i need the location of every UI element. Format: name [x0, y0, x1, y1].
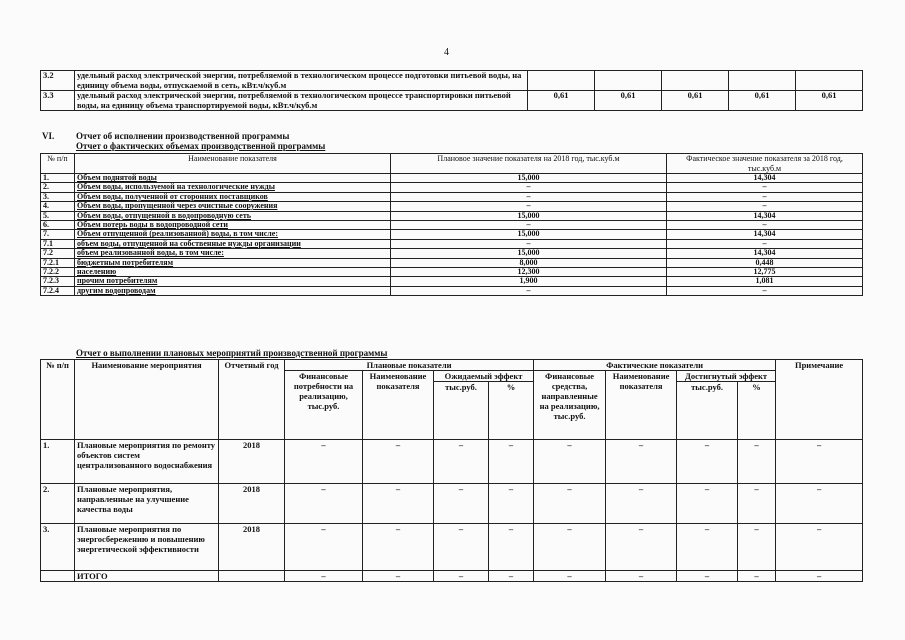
- fact-value: 1,081: [667, 277, 863, 286]
- value-cell: –: [738, 571, 776, 582]
- value-cell: –: [606, 484, 677, 524]
- row-number: 5.: [41, 211, 75, 220]
- value-cell: –: [363, 484, 434, 524]
- value-cell: –: [434, 440, 489, 484]
- volumes-table: [40, 153, 863, 296]
- fact-value: –: [667, 286, 863, 295]
- table-row: [41, 268, 863, 277]
- value-cell: –: [363, 571, 434, 582]
- plan-value: 1,900: [391, 277, 667, 286]
- value-cell: –: [534, 440, 606, 484]
- table-row: [41, 277, 863, 286]
- row-name: Объем потерь воды в водопроводной сети: [75, 221, 391, 230]
- fact-value: 14,304: [667, 174, 863, 183]
- row-number: 3.2: [41, 71, 75, 91]
- plan-value: –: [391, 286, 667, 295]
- row-name: населению: [75, 268, 391, 277]
- table-row: [41, 249, 863, 258]
- header-year: Отчетный год: [219, 360, 285, 440]
- table-row: [41, 174, 863, 183]
- row-number: 2.: [41, 183, 75, 192]
- value-cell: –: [534, 524, 606, 571]
- header-plan-ind: Наименование показателя: [363, 371, 434, 440]
- row-text: удельный расход электрической энергии, потребляемой в технологическом процессе транспортировки питьевой воды, на единицу объема транспортируемой воды, кВт.ч/куб.м: [75, 91, 528, 111]
- fact-value: 14,304: [667, 230, 863, 239]
- row-name: объем реализованной воды, в том числе:: [75, 249, 391, 258]
- row-number: 7.2.1: [41, 258, 75, 267]
- table-row: [41, 286, 863, 295]
- value-cell: –: [776, 484, 863, 524]
- row-number: 7.: [41, 230, 75, 239]
- table-row: [41, 239, 863, 248]
- page-number: 4: [444, 47, 449, 58]
- table-row: [41, 221, 863, 230]
- value-cell: 0,61: [729, 91, 796, 111]
- fact-value: –: [667, 183, 863, 192]
- table-row: [41, 202, 863, 211]
- table-header-row: [41, 360, 863, 371]
- plan-value: –: [391, 183, 667, 192]
- row-number: 3.3: [41, 91, 75, 111]
- value-cell: –: [285, 571, 363, 582]
- header-plan-fin: Финансовые потребности на реализацию, тыс.руб.: [285, 371, 363, 440]
- row-name: другим водопроводам: [75, 286, 391, 295]
- header-name: Наименование мероприятия: [75, 360, 219, 440]
- value-cell: –: [606, 440, 677, 484]
- table-row: [41, 183, 863, 192]
- value-cell: –: [738, 484, 776, 524]
- value-cell: 0,61: [528, 91, 595, 111]
- activity-year: [219, 571, 285, 582]
- header-plan: Плановое значение показателя на 2018 год, тыс.куб.м: [391, 154, 667, 174]
- value-cell: –: [606, 571, 677, 582]
- header-plan-eff-rub: тыс.руб.: [434, 382, 489, 440]
- activity-year: 2018: [219, 524, 285, 571]
- row-number: [41, 571, 75, 582]
- value-cell: 0,61: [662, 91, 729, 111]
- header-fact-eff-rub: тыс.руб.: [677, 382, 738, 440]
- header-fact: Фактическое значение показателя за 2018 год, тыс.куб.м: [667, 154, 863, 174]
- value-cell: –: [363, 524, 434, 571]
- table-row: [41, 524, 863, 571]
- value-cell: –: [534, 571, 606, 582]
- table-row: [41, 258, 863, 267]
- plan-value: 12,300: [391, 268, 667, 277]
- table-row: [41, 440, 863, 484]
- value-cell: [729, 71, 796, 91]
- value-cell: –: [434, 484, 489, 524]
- table-header-row: [41, 154, 863, 174]
- header-num: № п/п: [41, 360, 75, 440]
- plan-value: 15,000: [391, 230, 667, 239]
- fact-value: –: [667, 221, 863, 230]
- activity-year: 2018: [219, 440, 285, 484]
- header-fact-eff: Достигнутый эффект: [677, 371, 776, 382]
- row-name: Объем отпущенной (реализованной) воды, в том числе:: [75, 230, 391, 239]
- header-plan-group: Плановые показатели: [285, 360, 534, 371]
- plan-value: –: [391, 221, 667, 230]
- fact-value: –: [667, 202, 863, 211]
- value-cell: –: [738, 440, 776, 484]
- header-num: № п/п: [41, 154, 75, 174]
- fact-value: 0,448: [667, 258, 863, 267]
- row-number: 7.1: [41, 239, 75, 248]
- activity-name: ИТОГО: [75, 571, 219, 582]
- value-cell: –: [677, 440, 738, 484]
- value-cell: –: [489, 571, 534, 582]
- row-name: прочим потребителям: [75, 277, 391, 286]
- plan-value: –: [391, 202, 667, 211]
- fact-value: 14,304: [667, 249, 863, 258]
- value-cell: 0,61: [595, 91, 662, 111]
- row-number: 7.2.3: [41, 277, 75, 286]
- value-cell: –: [489, 440, 534, 484]
- row-name: Объем воды, пропущенной через очистные сооружения: [75, 202, 391, 211]
- row-name: Объем поднятой воды: [75, 174, 391, 183]
- row-number: 1.: [41, 440, 75, 484]
- row-name: Объем воды, отпущенной в водопроводную сеть: [75, 211, 391, 220]
- header-name: Наименование показателя: [75, 154, 391, 174]
- value-cell: –: [363, 440, 434, 484]
- header-fact-ind: Наименование показателя: [606, 371, 677, 440]
- header-plan-eff-pct: %: [489, 382, 534, 440]
- value-cell: [528, 71, 595, 91]
- header-plan-eff: Ожидаемый эффект: [434, 371, 534, 382]
- value-cell: [796, 71, 863, 91]
- value-cell: –: [776, 571, 863, 582]
- table-row: [41, 211, 863, 220]
- row-number: 3.: [41, 192, 75, 201]
- table-row: [41, 571, 863, 582]
- fact-value: 12,775: [667, 268, 863, 277]
- row-name: Объем воды, полученной от сторонних поставщиков: [75, 192, 391, 201]
- row-number: 4.: [41, 202, 75, 211]
- row-text: удельный расход электрической энергии, потребляемой в технологическом процессе подготовки питьевой воды, на единицу объема воды, отпускаемой в сеть, кВт.ч/куб.м: [75, 71, 528, 91]
- value-cell: –: [489, 524, 534, 571]
- row-number: 3.: [41, 524, 75, 571]
- value-cell: –: [677, 484, 738, 524]
- header-fact-group: Фактические показатели: [534, 360, 776, 371]
- row-number: 7.2.2: [41, 268, 75, 277]
- row-number: 2.: [41, 484, 75, 524]
- value-cell: –: [677, 524, 738, 571]
- row-name: бюджетным потребителям: [75, 258, 391, 267]
- fact-value: –: [667, 239, 863, 248]
- value-cell: –: [534, 484, 606, 524]
- value-cell: [662, 71, 729, 91]
- plan-value: 15,000: [391, 249, 667, 258]
- value-cell: –: [285, 440, 363, 484]
- value-cell: –: [776, 440, 863, 484]
- section-title: Отчет об исполнении производственной программы: [76, 131, 290, 141]
- value-cell: –: [434, 571, 489, 582]
- section-number: VI.: [42, 131, 55, 141]
- activities-subtitle: Отчет о выполнении плановых мероприятий производственной программы: [76, 348, 388, 358]
- table-row: [41, 230, 863, 239]
- plan-value: –: [391, 192, 667, 201]
- activity-name: Плановые мероприятия, направленные на улучшение качества воды: [75, 484, 219, 524]
- header-fact-eff-pct: %: [738, 382, 776, 440]
- electricity-table: [40, 70, 863, 111]
- plan-value: –: [391, 239, 667, 248]
- activity-year: 2018: [219, 484, 285, 524]
- value-cell: –: [285, 524, 363, 571]
- value-cell: –: [677, 571, 738, 582]
- row-number: 1.: [41, 174, 75, 183]
- value-cell: –: [738, 524, 776, 571]
- row-name: Объем воды, используемой на технологические нужды: [75, 183, 391, 192]
- table-row: [41, 192, 863, 201]
- section-heading: [42, 131, 325, 151]
- value-cell: [595, 71, 662, 91]
- value-cell: –: [776, 524, 863, 571]
- table-row: [41, 91, 863, 111]
- plan-value: 15,000: [391, 174, 667, 183]
- fact-value: 14,304: [667, 211, 863, 220]
- fact-value: –: [667, 192, 863, 201]
- plan-value: 15,000: [391, 211, 667, 220]
- activity-name: Плановые мероприятия по энергосбережению и повышению энергетической эффективности: [75, 524, 219, 571]
- value-cell: –: [434, 524, 489, 571]
- value-cell: –: [489, 484, 534, 524]
- plan-value: 8,000: [391, 258, 667, 267]
- row-number: 6.: [41, 221, 75, 230]
- table-row: [41, 484, 863, 524]
- row-number: 7.2.4: [41, 286, 75, 295]
- header-fact-fin: Финансовые средства, направленные на реализацию, тыс.руб.: [534, 371, 606, 440]
- header-note: Примечание: [776, 360, 863, 440]
- row-name: объем воды, отпущенной на собственные нужды организации: [75, 239, 391, 248]
- activities-table: [40, 359, 863, 582]
- activity-name: Плановые мероприятия по ремонту объектов систем централизованного водоснабжения: [75, 440, 219, 484]
- value-cell: –: [606, 524, 677, 571]
- row-number: 7.2: [41, 249, 75, 258]
- value-cell: 0,61: [796, 91, 863, 111]
- section-subtitle: Отчет о фактических объемах производственной программы: [76, 141, 326, 151]
- value-cell: –: [285, 484, 363, 524]
- table-row: [41, 71, 863, 91]
